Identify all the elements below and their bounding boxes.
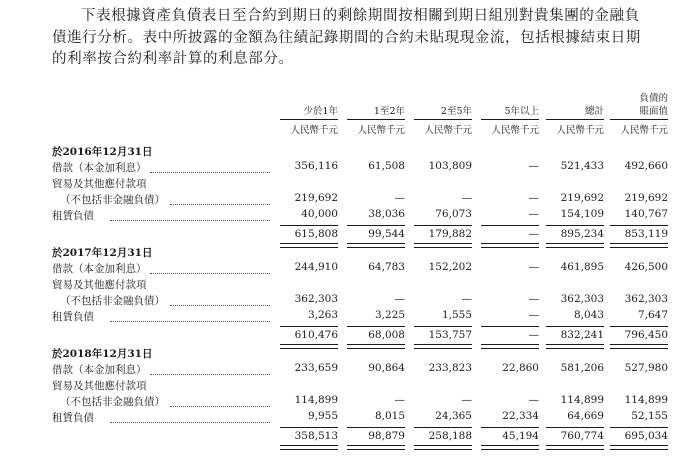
leader-dots: [170, 204, 270, 205]
cell-borrowings: 90,864: [368, 362, 405, 374]
cell-trade: —: [461, 394, 472, 406]
cell-trade: 362,303: [624, 293, 668, 305]
column-header: 5年以上: [504, 106, 539, 117]
column-unit: 人民幣千元: [556, 125, 604, 136]
header-underline: [546, 119, 604, 120]
row-label-lease: 租賃負債: [52, 210, 94, 222]
subtotal-rule: [347, 326, 405, 327]
cell-borrowings: —: [528, 160, 539, 172]
cell-borrowings: 152,202: [428, 261, 472, 273]
header-underline: [280, 119, 338, 120]
cell-lease: 38,036: [368, 208, 405, 220]
cell-borrowings: 61,508: [368, 160, 405, 172]
subtotal-rule: [414, 427, 472, 428]
cell-borrowings: 233,659: [294, 362, 338, 374]
subtotal-rule: [481, 326, 539, 327]
total-double-rule: [481, 344, 539, 349]
cell-trade: —: [394, 293, 405, 305]
subtotal-rule: [414, 326, 472, 327]
total-double-rule: [414, 445, 472, 450]
cell-trade: —: [394, 192, 405, 204]
cell-total: —: [528, 329, 539, 341]
cell-lease: —: [528, 309, 539, 321]
cell-total: 760,774: [560, 430, 604, 442]
row-label-trade-sub: （不包括非金融負債）: [60, 194, 165, 206]
total-double-rule: [546, 243, 604, 248]
cell-total: 153,757: [428, 329, 472, 341]
cell-total: 68,008: [368, 329, 405, 341]
cell-total: 895,234: [560, 228, 604, 240]
intro-line-2: 債進行分析。表中所披露的金額為往績記錄期間的合約未貼現現金流，包括根據結束日期: [52, 29, 641, 46]
cell-total: 358,513: [294, 430, 338, 442]
subtotal-rule: [546, 326, 604, 327]
leader-dots: [170, 305, 270, 306]
row-label-trade-sub: （不包括非金融負債）: [60, 295, 165, 307]
row-label-borrowings: 借款（本金加利息）: [52, 364, 147, 376]
total-double-rule: [347, 344, 405, 349]
subtotal-rule: [546, 427, 604, 428]
cell-trade: 219,692: [624, 192, 668, 204]
column-unit: 人民幣千元: [290, 125, 338, 136]
subtotal-rule: [610, 326, 668, 327]
column-header: 賬面值: [639, 106, 668, 117]
cell-lease: 76,073: [435, 208, 472, 220]
cell-total: 610,476: [294, 329, 338, 341]
cell-trade: —: [461, 192, 472, 204]
leader-dots: [170, 406, 270, 407]
cell-lease: 40,000: [301, 208, 338, 220]
row-label-lease: 租賃負債: [52, 412, 94, 424]
cell-trade: 362,303: [560, 293, 604, 305]
header-underline: [610, 119, 668, 120]
column-header: 總計: [584, 106, 604, 117]
total-double-rule: [414, 344, 472, 349]
header-underline: [414, 119, 472, 120]
cell-trade: 114,899: [294, 394, 338, 406]
row-label-lease: 租賃負債: [52, 311, 94, 323]
cell-lease: 52,155: [631, 410, 668, 422]
subtotal-rule: [280, 427, 338, 428]
cell-borrowings: 426,500: [624, 261, 668, 273]
cell-total: 258,188: [428, 430, 472, 442]
total-double-rule: [481, 243, 539, 248]
cell-lease: 8,015: [374, 410, 405, 422]
cell-lease: 24,365: [435, 410, 472, 422]
cell-total: 45,194: [502, 430, 539, 442]
header-underline: [347, 119, 405, 120]
intro-line-1: 下表根據資產負債表日至合約到期日的剩餘期間按相關到期日組別對貴集團的金融負: [81, 8, 640, 24]
subtotal-rule: [610, 427, 668, 428]
cell-borrowings: —: [528, 261, 539, 273]
total-double-rule: [280, 445, 338, 450]
total-double-rule: [610, 243, 668, 248]
header-underline: [481, 119, 539, 120]
cell-borrowings: 492,660: [624, 160, 668, 172]
cell-lease: 3,225: [374, 309, 405, 321]
cell-lease: 8,043: [573, 309, 604, 321]
cell-trade: 219,692: [294, 192, 338, 204]
row-label-trade-sub: （不包括非金融負債）: [60, 396, 165, 408]
column-unit: 人民幣千元: [620, 125, 668, 136]
total-double-rule: [546, 445, 604, 450]
column-header: 1至2年: [373, 106, 405, 117]
cell-lease: 140,767: [624, 208, 668, 220]
cell-lease: 3,263: [307, 309, 338, 321]
leader-dots: [110, 220, 270, 221]
cell-lease: 9,955: [307, 410, 338, 422]
leader-dots: [150, 273, 270, 274]
cell-borrowings: 244,910: [294, 261, 338, 273]
column-header: 負債的: [639, 93, 668, 104]
total-double-rule: [280, 243, 338, 248]
cell-trade: 219,692: [560, 192, 604, 204]
cell-trade: —: [528, 293, 539, 305]
total-double-rule: [347, 445, 405, 450]
subtotal-rule: [280, 326, 338, 327]
subtotal-rule: [481, 427, 539, 428]
column-header: 2至5年: [440, 106, 472, 117]
row-label-trade: 貿易及其他應付款項: [52, 380, 147, 392]
total-double-rule: [481, 445, 539, 450]
cell-total: 695,034: [624, 430, 668, 442]
total-double-rule: [347, 243, 405, 248]
cell-borrowings: 356,116: [294, 160, 338, 172]
total-double-rule: [610, 445, 668, 450]
cell-total: —: [528, 228, 539, 240]
cell-trade: —: [394, 394, 405, 406]
subtotal-rule: [414, 225, 472, 226]
row-label-borrowings: 借款（本金加利息）: [52, 162, 147, 174]
cell-borrowings: 461,895: [560, 261, 604, 273]
cell-borrowings: 521,433: [560, 160, 604, 172]
leader-dots: [150, 172, 270, 173]
cell-borrowings: 103,809: [428, 160, 472, 172]
column-unit: 人民幣千元: [491, 125, 539, 136]
cell-lease: 7,647: [637, 309, 668, 321]
cell-total: 615,808: [294, 228, 338, 240]
column-unit: 人民幣千元: [357, 125, 405, 136]
column-unit: 人民幣千元: [424, 125, 472, 136]
cell-trade: 114,899: [560, 394, 604, 406]
subtotal-rule: [347, 427, 405, 428]
cell-lease: 154,109: [560, 208, 604, 220]
cell-lease: 64,669: [567, 410, 604, 422]
total-double-rule: [610, 344, 668, 349]
total-double-rule: [546, 344, 604, 349]
cell-borrowings: 233,823: [428, 362, 472, 374]
subtotal-rule: [546, 225, 604, 226]
cell-borrowings: 64,783: [368, 261, 405, 273]
subtotal-rule: [280, 225, 338, 226]
intro-line-3: 的利率按合約利率計算的利息部分。: [52, 51, 294, 67]
row-label-borrowings: 借款（本金加利息）: [52, 263, 147, 275]
leader-dots: [150, 374, 270, 375]
cell-total: 796,450: [624, 329, 668, 341]
row-label-trade: 貿易及其他應付款項: [52, 178, 147, 190]
cell-borrowings: 581,206: [560, 362, 604, 374]
cell-trade: —: [461, 293, 472, 305]
cell-borrowings: 22,860: [502, 362, 539, 374]
cell-lease: 1,555: [441, 309, 472, 321]
cell-borrowings: 527,980: [624, 362, 668, 374]
subtotal-rule: [610, 225, 668, 226]
cell-total: 179,882: [428, 228, 472, 240]
cell-trade: 114,899: [624, 394, 668, 406]
cell-trade: —: [528, 192, 539, 204]
section-date: 於2017年12月31日: [52, 247, 153, 259]
subtotal-rule: [347, 225, 405, 226]
cell-trade: —: [528, 394, 539, 406]
section-date: 於2016年12月31日: [52, 146, 153, 158]
cell-total: 853,119: [624, 228, 668, 240]
total-double-rule: [414, 243, 472, 248]
cell-lease: 22,334: [502, 410, 539, 422]
cell-total: 832,241: [560, 329, 604, 341]
cell-total: 99,544: [368, 228, 405, 240]
subtotal-rule: [481, 225, 539, 226]
section-date: 於2018年12月31日: [52, 348, 153, 360]
intro-paragraph: [52, 6, 672, 71]
leader-dots: [110, 321, 270, 322]
column-header: 少於1年: [303, 106, 338, 117]
row-label-trade: 貿易及其他應付款項: [52, 279, 147, 291]
leader-dots: [110, 422, 270, 423]
cell-lease: —: [528, 208, 539, 220]
cell-total: 98,879: [368, 430, 405, 442]
total-double-rule: [280, 344, 338, 349]
cell-trade: 362,303: [294, 293, 338, 305]
